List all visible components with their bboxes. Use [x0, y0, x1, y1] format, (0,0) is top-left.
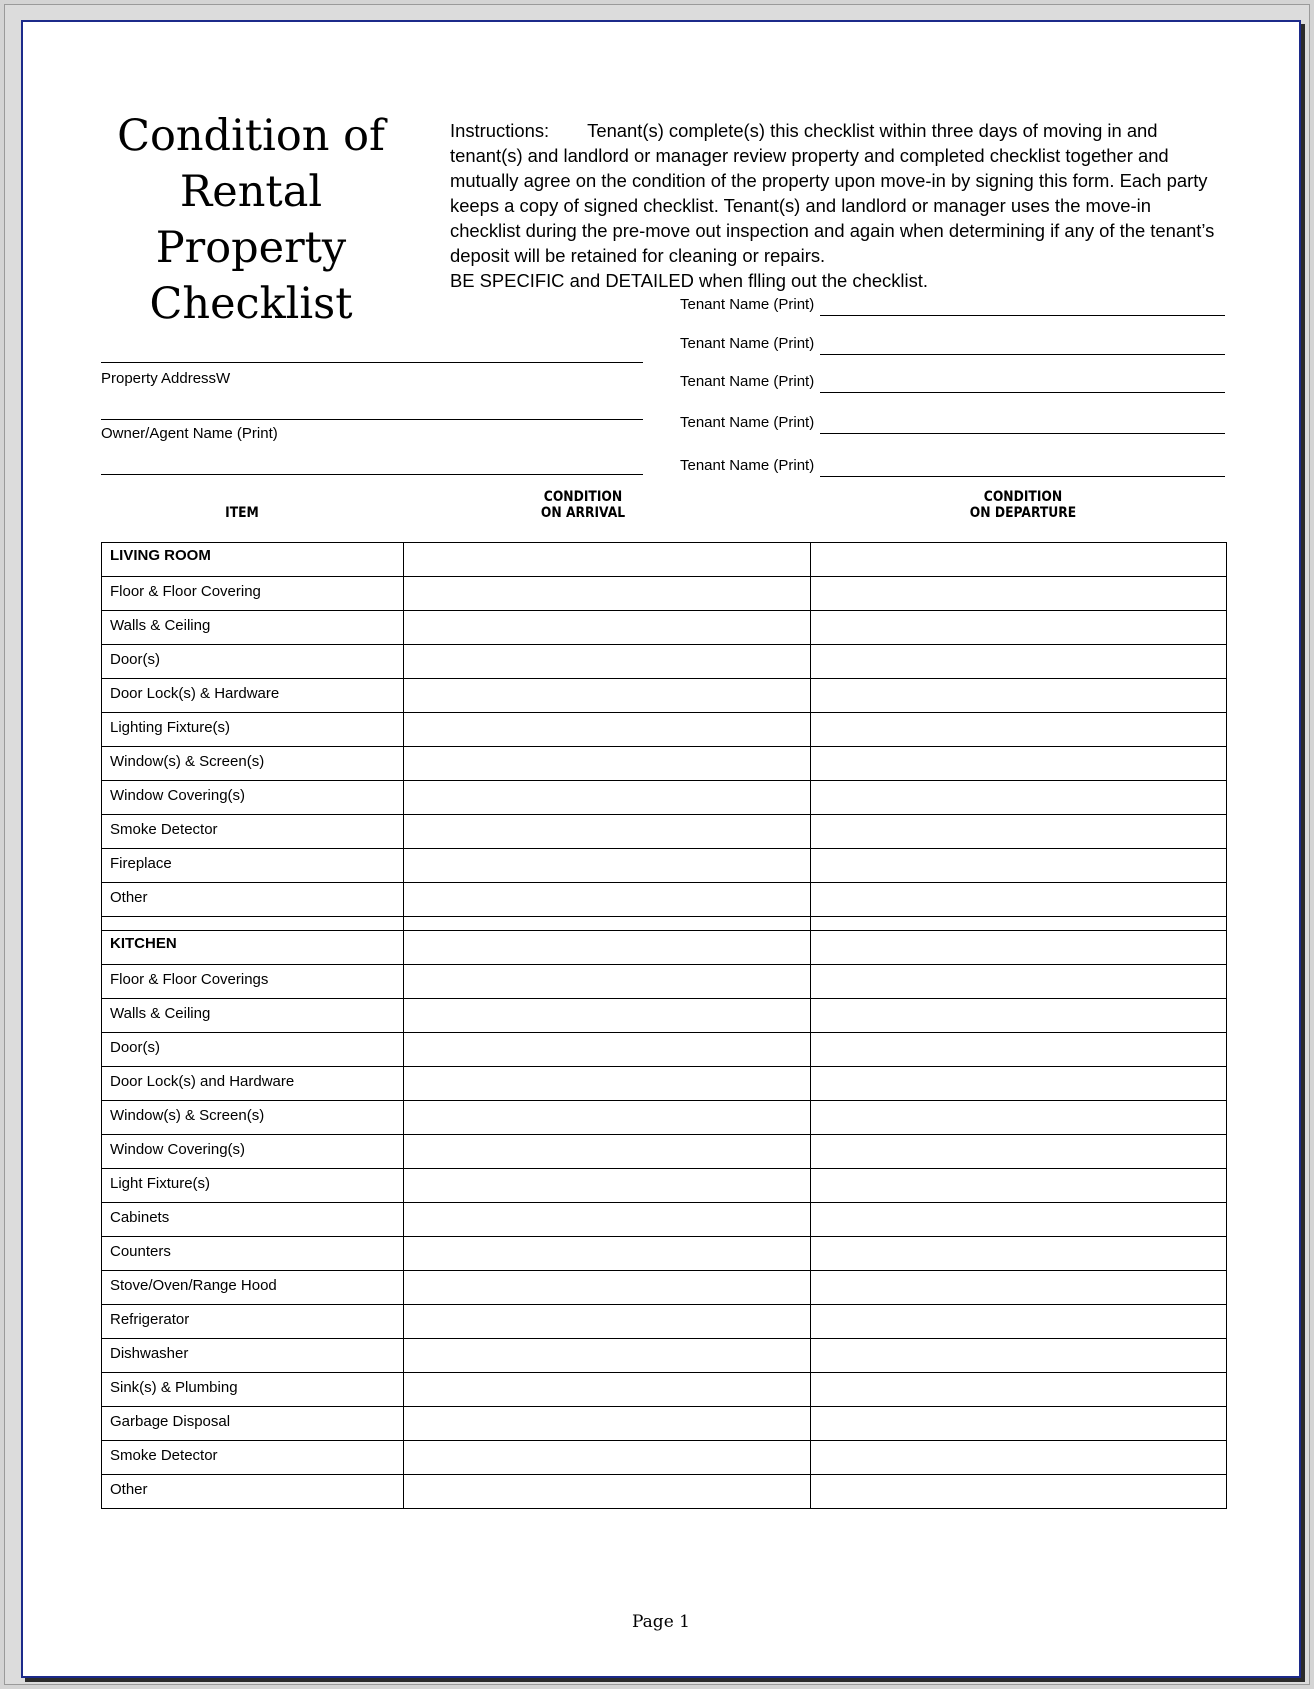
item-cell — [102, 1441, 404, 1475]
table-row — [102, 849, 1227, 883]
property-address-label: Property AddressW — [101, 370, 231, 387]
item-cell — [102, 1339, 404, 1373]
item-cell — [102, 965, 404, 999]
section-heading-text: LIVING ROOM — [110, 547, 211, 564]
tenant-name-field-5[interactable] — [680, 455, 1225, 479]
signature-line — [820, 476, 1225, 477]
item-cell — [102, 713, 404, 747]
departure-cell[interactable] — [811, 713, 1227, 747]
item-label: Sink(s) & Plumbing — [110, 1379, 238, 1396]
tenant-name-field-1[interactable] — [680, 294, 1225, 318]
table-row — [102, 747, 1227, 781]
departure-cell[interactable] — [811, 747, 1227, 781]
item-cell — [102, 1033, 404, 1067]
table-row — [102, 781, 1227, 815]
arrival-cell[interactable] — [404, 1067, 811, 1101]
item-label: Garbage Disposal — [110, 1413, 231, 1430]
item-label: Window Covering(s) — [110, 1141, 246, 1158]
column-header-text: ON ARRIVAL — [540, 505, 626, 521]
table-row — [102, 1101, 1227, 1135]
table-row — [102, 1067, 1227, 1101]
property-address-line[interactable] — [101, 362, 643, 363]
table-row — [102, 713, 1227, 747]
title-line: Checklist — [149, 279, 353, 329]
tenant-name-label: Tenant Name (Print) — [680, 414, 815, 431]
table-row — [102, 1135, 1227, 1169]
table-row — [102, 999, 1227, 1033]
arrival-cell[interactable] — [404, 543, 811, 577]
arrival-cell[interactable] — [404, 645, 811, 679]
section-row — [102, 543, 1227, 577]
spacer-cell — [404, 917, 811, 931]
arrival-cell[interactable] — [404, 713, 811, 747]
table-row — [102, 611, 1227, 645]
arrival-cell[interactable] — [404, 747, 811, 781]
signature-line — [820, 354, 1225, 355]
departure-cell[interactable] — [811, 1305, 1227, 1339]
departure-cell[interactable] — [811, 1475, 1227, 1509]
arrival-cell[interactable] — [404, 965, 811, 999]
item-label: Door Lock(s) & Hardware — [110, 685, 280, 702]
title-line: Rental — [179, 167, 323, 217]
item-label: Refrigerator — [110, 1311, 190, 1328]
departure-cell[interactable] — [811, 1169, 1227, 1203]
arrival-cell[interactable] — [404, 1033, 811, 1067]
signature-line — [820, 433, 1225, 434]
owner-agent-label: Owner/Agent Name (Print) — [101, 425, 278, 442]
document-page — [21, 20, 1301, 1678]
departure-cell[interactable] — [811, 849, 1227, 883]
table-row — [102, 1237, 1227, 1271]
departure-cell[interactable] — [811, 1407, 1227, 1441]
departure-cell[interactable] — [811, 1271, 1227, 1305]
arrival-cell[interactable] — [404, 1407, 811, 1441]
page-number: Page 1 — [632, 1612, 690, 1632]
departure-cell[interactable] — [811, 543, 1227, 577]
extra-line[interactable] — [101, 474, 643, 475]
tenant-name-field-4[interactable] — [680, 412, 1225, 436]
arrival-cell[interactable] — [404, 1475, 811, 1509]
item-cell — [102, 1101, 404, 1135]
departure-cell[interactable] — [811, 815, 1227, 849]
table-row — [102, 645, 1227, 679]
table-row — [102, 815, 1227, 849]
item-label: Light Fixture(s) — [110, 1175, 211, 1192]
arrival-cell[interactable] — [404, 1101, 811, 1135]
arrival-cell[interactable] — [404, 1135, 811, 1169]
item-cell — [102, 1271, 404, 1305]
tenant-name-label: Tenant Name (Print) — [680, 457, 815, 474]
item-label: Floor & Floor Covering — [110, 583, 261, 600]
table-row — [102, 1271, 1227, 1305]
spacer-cell — [102, 917, 404, 931]
title-line: Condition of — [117, 111, 385, 161]
item-label: Window(s) & Screen(s) — [110, 753, 265, 770]
spacer-row — [102, 917, 1227, 931]
item-cell — [102, 1475, 404, 1509]
item-label: Other — [110, 889, 148, 906]
section-heading — [102, 543, 404, 577]
arrival-cell[interactable] — [404, 781, 811, 815]
item-label: Lighting Fixture(s) — [110, 719, 231, 736]
table-row — [102, 1033, 1227, 1067]
section-heading-text: KITCHEN — [110, 935, 177, 952]
instructions-body: Tenant(s) complete(s) this checklist within three days of moving in and tenant(s) and landlord or manager review property and completed checklist together and mutually agree on the condition of the property upon move-in by signing this form. Each party keeps a copy of signed checklist. Tenant(s) and landlord or manager uses the move-in checklist during the pre-move out inspection and again when determining if any of the tenant’s deposit will be retained for cleaning or repairs. — [450, 120, 1215, 266]
item-cell — [102, 999, 404, 1033]
item-label: Floor & Floor Coverings — [110, 971, 269, 988]
departure-cell[interactable] — [811, 1101, 1227, 1135]
signature-line — [820, 392, 1225, 393]
item-cell — [102, 577, 404, 611]
checklist-table — [101, 542, 1227, 1509]
table-row — [102, 1203, 1227, 1237]
arrival-cell[interactable] — [404, 999, 811, 1033]
signature-line — [820, 315, 1225, 316]
item-cell — [102, 1373, 404, 1407]
arrival-cell[interactable] — [404, 849, 811, 883]
item-label: Door(s) — [110, 1039, 161, 1056]
departure-cell[interactable] — [811, 1067, 1227, 1101]
item-label: Stove/Oven/Range Hood — [110, 1277, 277, 1294]
item-cell — [102, 815, 404, 849]
tenant-name-field-2[interactable] — [680, 333, 1225, 357]
item-cell — [102, 1169, 404, 1203]
item-label: Smoke Detector — [110, 1447, 218, 1464]
tenant-name-field-3[interactable] — [680, 371, 1225, 395]
table-row — [102, 1373, 1227, 1407]
item-cell — [102, 611, 404, 645]
departure-cell[interactable] — [811, 611, 1227, 645]
item-cell — [102, 1407, 404, 1441]
document-title — [101, 108, 401, 332]
departure-cell[interactable] — [811, 999, 1227, 1033]
table-row — [102, 679, 1227, 713]
arrival-cell[interactable] — [404, 1203, 811, 1237]
arrival-cell[interactable] — [404, 1373, 811, 1407]
departure-cell[interactable] — [811, 1441, 1227, 1475]
tenant-name-label: Tenant Name (Print) — [680, 373, 815, 390]
item-label: Dishwasher — [110, 1345, 189, 1362]
arrival-cell[interactable] — [404, 1305, 811, 1339]
item-cell — [102, 781, 404, 815]
arrival-cell[interactable] — [404, 815, 811, 849]
column-header-text: ITEM — [225, 505, 259, 521]
item-label: Cabinets — [110, 1209, 170, 1226]
tenant-name-label: Tenant Name (Print) — [680, 335, 815, 352]
arrival-cell[interactable] — [404, 931, 811, 965]
instructions-lead: Instructions: — [450, 120, 550, 141]
item-label: Walls & Ceiling — [110, 1005, 211, 1022]
item-label: Door Lock(s) and Hardware — [110, 1073, 295, 1090]
table-row — [102, 1305, 1227, 1339]
item-label: Counters — [110, 1243, 171, 1260]
arrival-cell[interactable] — [404, 1169, 811, 1203]
item-cell — [102, 1237, 404, 1271]
arrival-cell[interactable] — [404, 611, 811, 645]
departure-cell[interactable] — [811, 883, 1227, 917]
departure-cell[interactable] — [811, 781, 1227, 815]
departure-cell[interactable] — [811, 1373, 1227, 1407]
item-cell — [102, 849, 404, 883]
table-row — [102, 883, 1227, 917]
arrival-cell[interactable] — [404, 1339, 811, 1373]
arrival-cell[interactable] — [404, 883, 811, 917]
table-row — [102, 577, 1227, 611]
arrival-cell[interactable] — [404, 679, 811, 713]
departure-cell[interactable] — [811, 1237, 1227, 1271]
item-label: Other — [110, 1481, 148, 1498]
column-header-text: CONDITION — [983, 489, 1063, 505]
departure-cell[interactable] — [811, 1339, 1227, 1373]
arrival-cell[interactable] — [404, 1441, 811, 1475]
table-row — [102, 1475, 1227, 1509]
departure-cell[interactable] — [811, 577, 1227, 611]
item-label: Smoke Detector — [110, 821, 218, 838]
tenant-name-label: Tenant Name (Print) — [680, 296, 815, 313]
table-row — [102, 1169, 1227, 1203]
item-cell — [102, 883, 404, 917]
owner-agent-line[interactable] — [101, 419, 643, 420]
departure-cell[interactable] — [811, 645, 1227, 679]
column-header-item — [118, 505, 366, 521]
spacer-cell — [811, 917, 1227, 931]
arrival-cell[interactable] — [404, 1271, 811, 1305]
item-label: Window(s) & Screen(s) — [110, 1107, 265, 1124]
table-row — [102, 965, 1227, 999]
departure-cell[interactable] — [811, 1203, 1227, 1237]
column-header-text: ON DEPARTURE — [969, 505, 1077, 521]
column-header-text: CONDITION — [543, 489, 623, 505]
document-frame — [4, 4, 1310, 1685]
section-row — [102, 931, 1227, 965]
table-row — [102, 1407, 1227, 1441]
column-header-arrival — [425, 489, 742, 521]
departure-cell[interactable] — [811, 679, 1227, 713]
item-label: Door(s) — [110, 651, 161, 668]
item-cell — [102, 1305, 404, 1339]
title-line: Property — [155, 223, 347, 273]
departure-cell[interactable] — [811, 965, 1227, 999]
departure-cell[interactable] — [811, 1135, 1227, 1169]
column-header-departure — [829, 489, 1216, 521]
section-heading — [102, 931, 404, 965]
departure-cell[interactable] — [811, 931, 1227, 965]
instructions-text — [450, 118, 1220, 293]
item-cell — [102, 1203, 404, 1237]
item-cell — [102, 1067, 404, 1101]
item-cell — [102, 1135, 404, 1169]
arrival-cell[interactable] — [404, 577, 811, 611]
departure-cell[interactable] — [811, 1033, 1227, 1067]
item-cell — [102, 679, 404, 713]
table-row — [102, 1339, 1227, 1373]
arrival-cell[interactable] — [404, 1237, 811, 1271]
item-cell — [102, 747, 404, 781]
item-label: Fireplace — [110, 855, 172, 872]
table-row — [102, 1441, 1227, 1475]
item-cell — [102, 645, 404, 679]
item-label: Walls & Ceiling — [110, 617, 211, 634]
instructions-emphasis: BE SPECIFIC and DETAILED when flling out the checklist. — [450, 270, 929, 291]
item-label: Window Covering(s) — [110, 787, 246, 804]
